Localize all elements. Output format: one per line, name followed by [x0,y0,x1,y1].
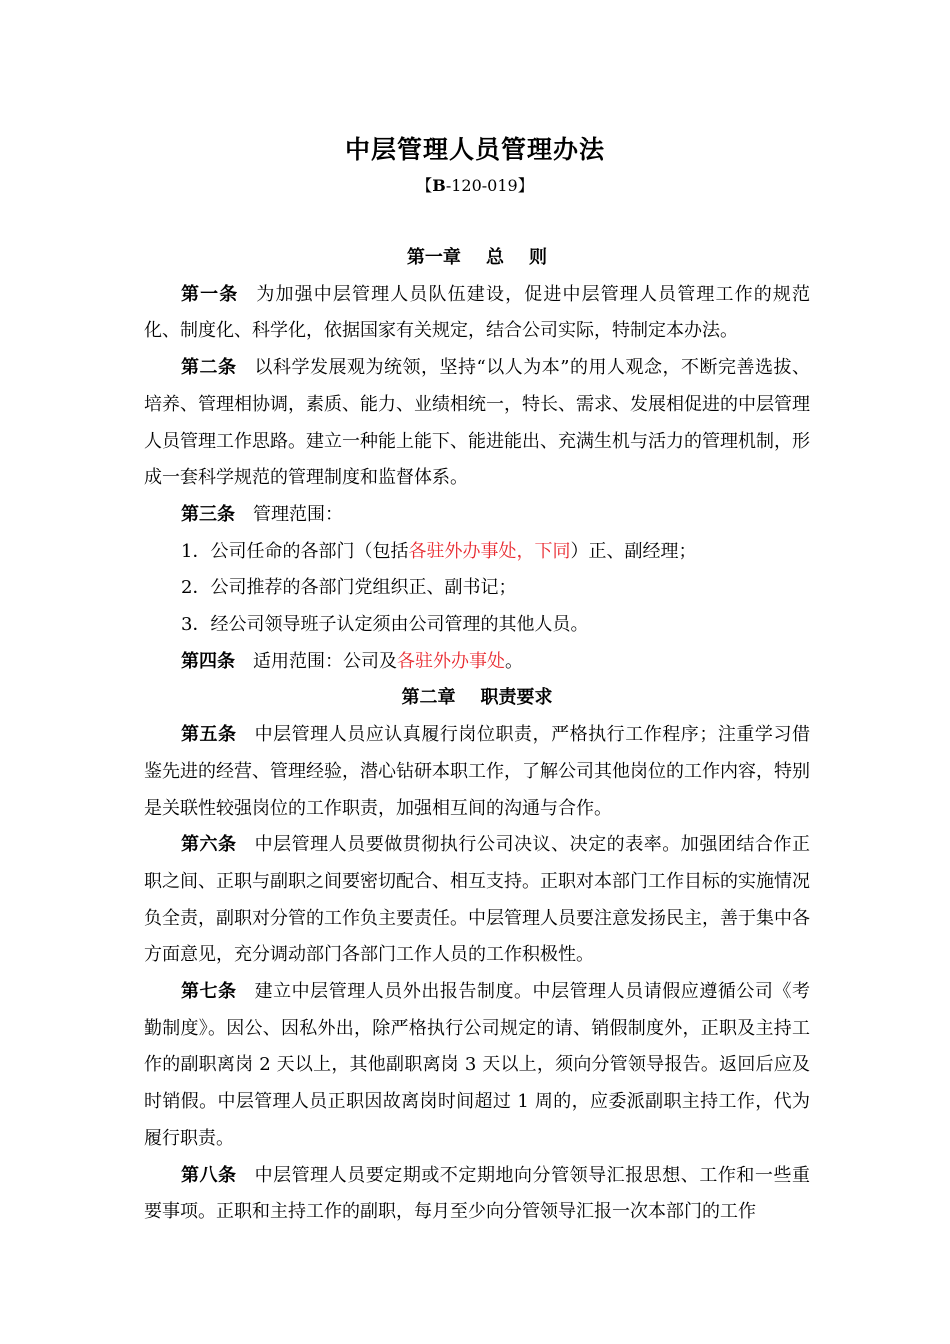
article-label: 第二条 [181,357,237,379]
article-label: 第四条 [181,650,235,672]
article-8 [144,1158,810,1231]
article-label: 第七条 [181,981,237,1003]
list-item: 3．经公司领导班子认定须由公司管理的其他人员。 [181,614,589,636]
document-code [0,174,950,198]
article-2 [144,350,810,497]
article-5 [144,717,810,827]
document-body [144,240,810,1231]
list-item: 1．公司任命的各部门（包括各驻外办事处，下同）正、副经理； [181,540,697,562]
article-label: 第一条 [181,283,239,305]
article-label: 第五条 [181,724,237,746]
chapter-heading-2: 第二章 职责要求 [401,687,553,709]
article-label: 第六条 [181,834,237,856]
list-item: 2．公司推荐的各部门党组织正、副书记； [181,577,517,599]
code-bracket-open: 【 [416,176,433,195]
chapter-heading-1: 第一章 总 则 [406,247,548,268]
article-label: 第八条 [181,1164,237,1186]
article-text: 管理范围： [253,503,343,525]
document-title: 中层管理人员管理办法 [344,135,605,164]
highlighted-text: 各驻外办事处 [397,650,505,672]
article-text: 为加强中层管理人员队伍建设，促进中层管理人员管理工作的规范化、制度化、科学化，依据国家有关规定，结合公司实际，特制定本办法。 [144,283,811,342]
code-number: -120-019】 [445,176,534,195]
article-text: 中层管理人员要定期或不定期地向分管领导汇报思想、工作和一些重要事项。正职和主持工作的副职，每月至少向分管领导汇报一次本部门的工作 [144,1164,810,1223]
article-text: 中层管理人员应认真履行岗位职责，严格执行工作程序；注重学习借鉴先进的经营、管理经验，潜心钻研本职工作，了解公司其他岗位的工作内容，特别是关联性较强岗位的工作职责，加强相互间的沟通与合作。 [144,724,810,819]
code-letter: B [432,176,446,195]
article-text: 中层管理人员要做贯彻执行公司决议、决定的表率。加强团结合作正职之间、正职与副职之间要密切配合、相互支持。正职对本部门工作目标的实施情况负全责，副职对分管的工作负主要责任。中层管理人员要注意发扬民主，善于集中各方面意见，充分调动部门各部门工作人员的工作积极性。 [144,834,810,966]
article-1 [144,277,810,350]
article-text: 建立中层管理人员外出报告制度。中层管理人员请假应遵循公司《考勤制度》。因公、因私外出，除严格执行公司规定的请、销假制度外，正职及主持工作的副职离岗 2 天以上，其他副职离岗 3 天以上，须向分管领导报告。返回后应及时销假。中层管理人员正职因故离岗时间超过 1 周的，应委派副职主持工作，代为履行职责。 [144,981,810,1149]
article-7 [144,974,810,1158]
article-text: 以科学发展观为统领，坚持“以人为本”的用人观念，不断完善选拔、培养、管理相协调，素质、能力、业绩相统一，特长、需求、发展相促进的中层管理人员管理工作思路。建立一种能上能下、能进能出、充满生机与活力的管理机制，形成一套科学规范的管理制度和监督体系。 [144,357,811,489]
article-6 [144,827,810,974]
article-4: 第四条 适用范围：公司及各驻外办事处。 [181,650,523,672]
article-label: 第三条 [181,503,235,525]
article-3 [144,497,810,534]
highlighted-text: 各驻外办事处，下同 [408,540,571,562]
